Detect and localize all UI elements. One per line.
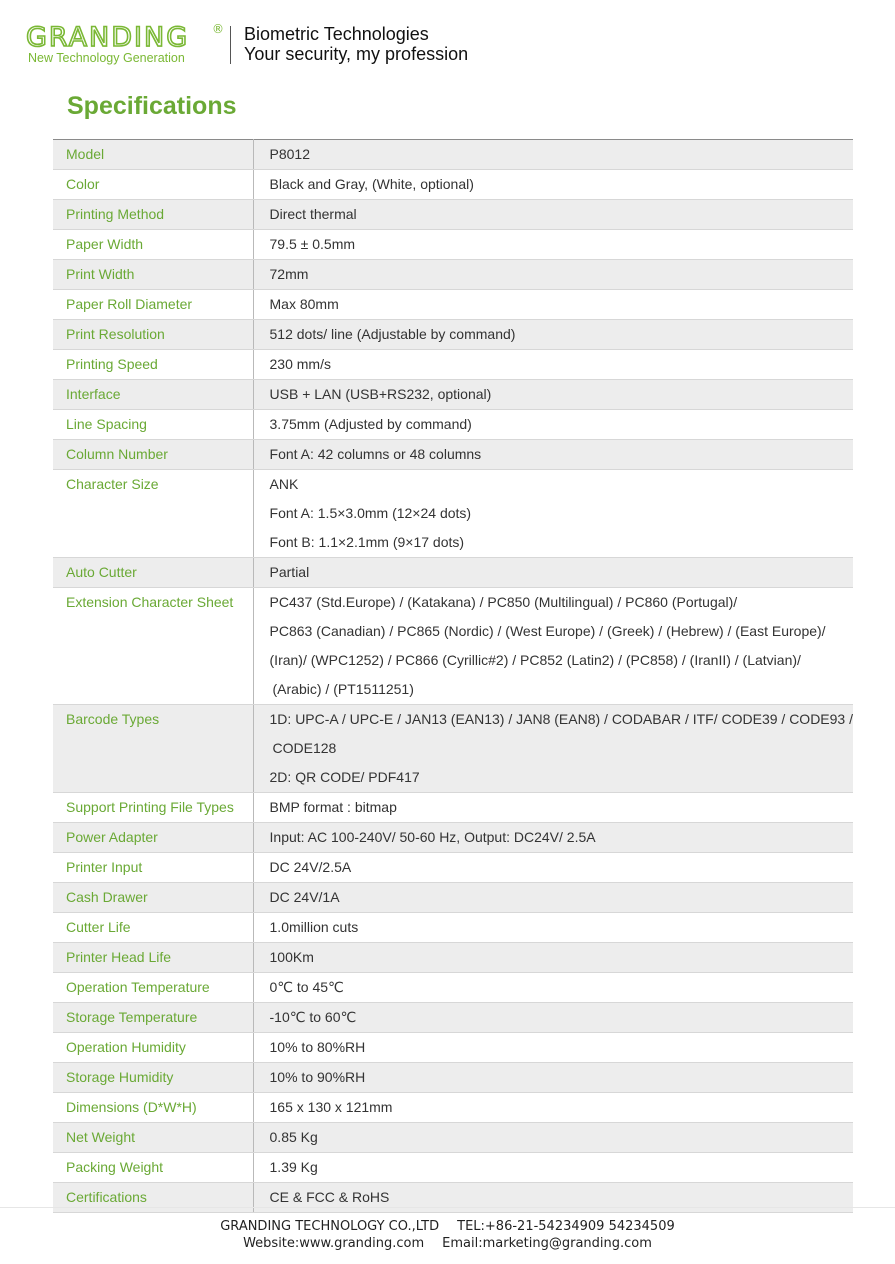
spec-value-line: (Iran)/ (WPC1252) / PC866 (Cyrillic#2) / PC852 (Latin2) / (PC858) / (IranII) / (Latvian)/	[269, 652, 801, 668]
spec-value-line: DC 24V/2.5A	[269, 859, 352, 875]
spec-key: Net Weight	[53, 1123, 253, 1153]
spec-key: Printer Input	[53, 853, 253, 883]
spec-row	[53, 350, 853, 380]
spec-key: Power Adapter	[53, 823, 253, 853]
spec-row	[53, 853, 853, 883]
page-title: Specifications	[67, 92, 237, 120]
spec-value	[253, 350, 853, 380]
spec-row	[53, 320, 853, 350]
spec-row	[53, 943, 853, 973]
spec-value	[253, 320, 853, 350]
spec-value-line: 79.5 ± 0.5mm	[269, 236, 356, 252]
spec-value	[253, 883, 853, 913]
spec-row	[53, 290, 853, 320]
spec-value-line: Font A: 42 columns or 48 columns	[269, 446, 482, 462]
spec-key: Cutter Life	[53, 913, 253, 943]
spec-value-line: 230 mm/s	[269, 356, 331, 372]
spec-value-line: Font A: 1.5×3.0mm (12×24 dots)	[269, 505, 472, 521]
spec-value	[253, 1003, 853, 1033]
spec-value	[253, 793, 853, 823]
spec-value	[253, 943, 853, 973]
spec-key: Auto Cutter	[53, 558, 253, 588]
spec-key: Line Spacing	[53, 410, 253, 440]
spec-row	[53, 883, 853, 913]
spec-value	[253, 260, 853, 290]
spec-value-line: DC 24V/1A	[269, 889, 340, 905]
spec-key: Certifications	[53, 1183, 253, 1213]
spec-row	[53, 200, 853, 230]
spec-row	[53, 973, 853, 1003]
footer-email: Email:marketing@granding.com	[442, 1236, 652, 1251]
footer-line-1	[0, 1218, 895, 1235]
spec-value-line: USB + LAN (USB+RS232, optional)	[269, 386, 492, 402]
spec-value-line: Font B: 1.1×2.1mm (9×17 dots)	[269, 534, 465, 550]
spec-value	[253, 1033, 853, 1063]
spec-value	[253, 1183, 853, 1213]
spec-row	[53, 170, 853, 200]
spec-value-line: 10% to 90%RH	[269, 1069, 366, 1085]
spec-key: Storage Humidity	[53, 1063, 253, 1093]
spec-key: Interface	[53, 380, 253, 410]
spec-value	[253, 470, 853, 558]
spec-value	[253, 913, 853, 943]
spec-value	[253, 170, 853, 200]
spec-value-line: Input: AC 100-240V/ 50-60 Hz, Output: DC24V/ 2.5A	[269, 829, 596, 845]
spec-value	[253, 973, 853, 1003]
spec-value-line: ANK	[269, 476, 299, 492]
spec-table-body	[53, 140, 853, 1213]
spec-key: Model	[53, 140, 253, 170]
registered-mark: ®	[212, 22, 224, 36]
footer-website: Website:www.granding.com	[243, 1236, 425, 1251]
spec-key: Cash Drawer	[53, 883, 253, 913]
spec-key: Storage Temperature	[53, 1003, 253, 1033]
spec-row	[53, 260, 853, 290]
spec-row	[53, 793, 853, 823]
page-header	[26, 20, 626, 70]
spec-key: Paper Width	[53, 230, 253, 260]
spec-value	[253, 410, 853, 440]
footer-tel: TEL:+86-21-54234909 54234509	[457, 1219, 675, 1234]
spec-value	[253, 1153, 853, 1183]
spec-value	[253, 823, 853, 853]
spec-value	[253, 380, 853, 410]
spec-key: Color	[53, 170, 253, 200]
spec-key: Packing Weight	[53, 1153, 253, 1183]
spec-value-line: 0.85 Kg	[269, 1129, 318, 1145]
spec-value	[253, 1093, 853, 1123]
spec-value-line: Max 80mm	[269, 296, 339, 312]
spec-value-line: 100Km	[269, 949, 314, 965]
spec-key: Printing Speed	[53, 350, 253, 380]
spec-value-line: 72mm	[269, 266, 309, 282]
page-footer	[0, 1218, 895, 1252]
spec-row	[53, 1153, 853, 1183]
spec-value-line: Black and Gray, (White, optional)	[269, 176, 474, 192]
spec-row	[53, 823, 853, 853]
spec-value-line: Partial	[269, 564, 310, 580]
spec-value	[253, 440, 853, 470]
spec-key: Printing Method	[53, 200, 253, 230]
spec-value-line: BMP format : bitmap	[269, 799, 397, 815]
spec-key: Dimensions (D*W*H)	[53, 1093, 253, 1123]
spec-value-line: 10% to 80%RH	[269, 1039, 366, 1055]
spec-value	[253, 230, 853, 260]
spec-key: Support Printing File Types	[53, 793, 253, 823]
spec-value-line: 1.0million cuts	[269, 919, 359, 935]
spec-key: Operation Humidity	[53, 1033, 253, 1063]
spec-key: Character Size	[53, 470, 253, 558]
spec-value-line: PC863 (Canadian) / PC865 (Nordic) / (West Europe) / (Greek) / (Hebrew) / (East Europe)/	[269, 623, 826, 639]
spec-value-line: 0℃ to 45℃	[269, 979, 344, 995]
header-divider	[230, 26, 231, 64]
spec-key: Operation Temperature	[53, 973, 253, 1003]
spec-value	[253, 588, 853, 705]
spec-row	[53, 705, 853, 793]
spec-key: Print Resolution	[53, 320, 253, 350]
header-line-1: Biometric Technologies	[244, 24, 429, 44]
spec-row	[53, 1033, 853, 1063]
spec-row	[53, 1123, 853, 1153]
footer-divider	[0, 1207, 895, 1208]
spec-row	[53, 1063, 853, 1093]
granding-logo: GRANDING	[26, 22, 190, 53]
spec-key: Paper Roll Diameter	[53, 290, 253, 320]
spec-row	[53, 588, 853, 705]
spec-row	[53, 1093, 853, 1123]
logo-tagline: New Technology Generation	[28, 51, 185, 65]
header-line-2: Your security, my profession	[244, 44, 469, 64]
spec-value	[253, 853, 853, 883]
spec-value-line: 2D: QR CODE/ PDF417	[269, 769, 420, 785]
spec-value-line: -10℃ to 60℃	[269, 1009, 357, 1025]
spec-row	[53, 470, 853, 558]
spec-row	[53, 380, 853, 410]
spec-value-line: CODE128	[272, 740, 337, 756]
spec-key: Print Width	[53, 260, 253, 290]
spec-table	[53, 139, 853, 1213]
spec-row	[53, 913, 853, 943]
footer-company: GRANDING TECHNOLOGY CO.,LTD	[220, 1219, 440, 1234]
spec-value-line: 512 dots/ line (Adjustable by command)	[269, 326, 516, 342]
spec-row	[53, 1183, 853, 1213]
spec-value-line: 1D: UPC-A / UPC-E / JAN13 (EAN13) / JAN8 (EAN8) / CODABAR / ITF/ CODE39 / CODE93 /	[269, 711, 853, 727]
spec-value-line: Direct thermal	[269, 206, 357, 222]
spec-row	[53, 1003, 853, 1033]
spec-row	[53, 440, 853, 470]
spec-value	[253, 1063, 853, 1093]
spec-row	[53, 410, 853, 440]
spec-value-line: CE & FCC & RoHS	[269, 1189, 390, 1205]
spec-key: Barcode Types	[53, 705, 253, 793]
spec-value-line: 165 x 130 x 121mm	[269, 1099, 393, 1115]
spec-row	[53, 230, 853, 260]
spec-value-line: 3.75mm (Adjusted by command)	[269, 416, 472, 432]
spec-value-line: (Arabic) / (PT1511251)	[272, 681, 414, 697]
spec-value-line: 1.39 Kg	[269, 1159, 318, 1175]
spec-row	[53, 140, 853, 170]
spec-key: Printer Head Life	[53, 943, 253, 973]
spec-value-line: PC437 (Std.Europe) / (Katakana) / PC850 (Multilingual) / PC860 (Portugal)/	[269, 594, 738, 610]
spec-value	[253, 558, 853, 588]
spec-value	[253, 1123, 853, 1153]
spec-value-line: P8012	[269, 146, 310, 162]
spec-value	[253, 140, 853, 170]
spec-value	[253, 200, 853, 230]
spec-key: Extension Character Sheet	[53, 588, 253, 705]
spec-key: Column Number	[53, 440, 253, 470]
spec-row	[53, 558, 853, 588]
spec-value	[253, 705, 853, 793]
footer-line-2	[0, 1235, 895, 1252]
spec-value	[253, 290, 853, 320]
